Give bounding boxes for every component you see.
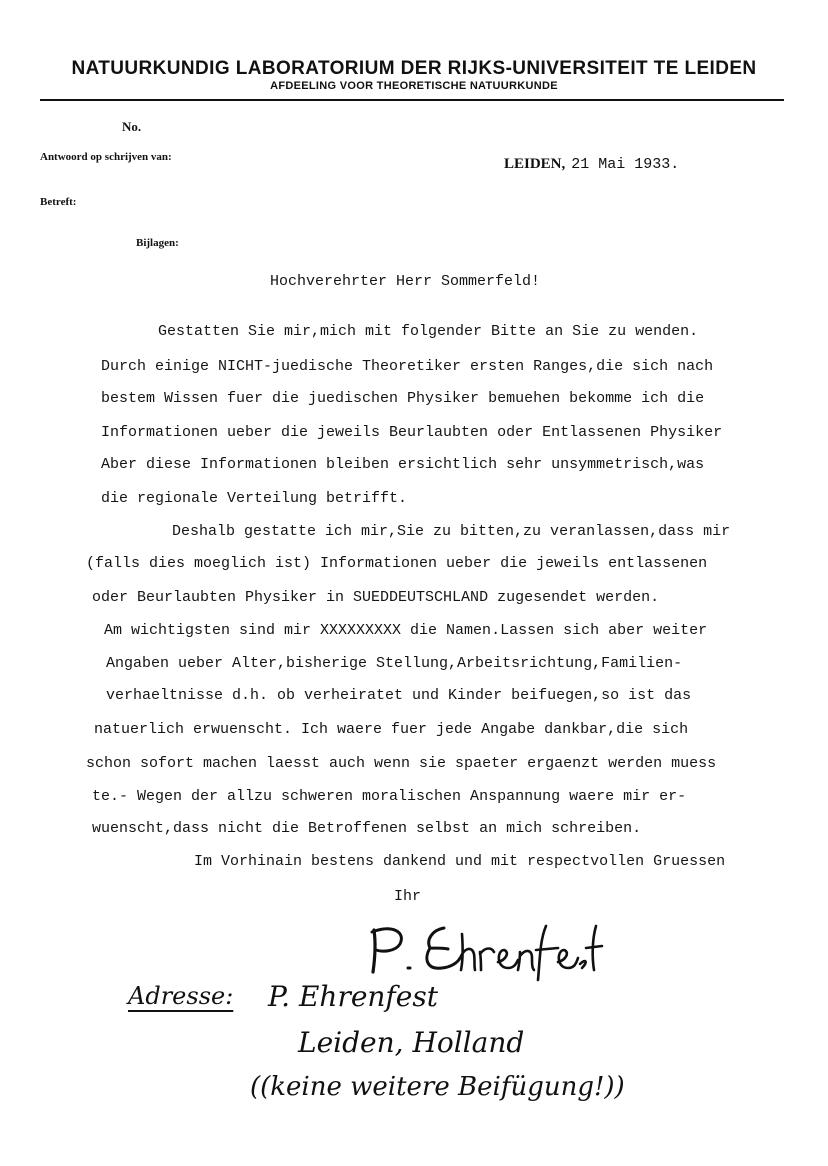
address-note: ((keine weitere Beifügung!)) bbox=[250, 1072, 625, 1102]
letterhead-rule bbox=[40, 99, 784, 101]
body-line: Angaben ueber Alter,bisherige Stellung,Arbeitsrichtung,Familien- bbox=[106, 655, 683, 672]
body-line: Informationen ueber die jeweils Beurlaubten oder Entlassenen Physiker bbox=[101, 424, 723, 441]
body-line: (falls dies moeglich ist) Informationen ueber die jeweils entlassenen bbox=[86, 555, 708, 572]
address-label: Adresse: bbox=[128, 982, 234, 1010]
body-line: Durch einige NICHT-juedische Theoretiker ersten Ranges,die sich nach bbox=[101, 358, 714, 375]
field-antwoord: Antwoord op schrijven van: bbox=[40, 151, 172, 163]
place-date bbox=[504, 156, 679, 173]
date: 21 Mai 1933. bbox=[571, 156, 680, 173]
body-line: wuenscht,dass nicht die Betroffenen selbst an mich schreiben. bbox=[92, 820, 642, 837]
field-no: No. bbox=[122, 119, 142, 134]
body-line: die regionale Verteilung betrifft. bbox=[101, 490, 408, 507]
handwritten-signature bbox=[360, 918, 600, 984]
address-name: P. Ehrenfest bbox=[268, 980, 438, 1013]
body-line: oder Beurlaubten Physiker in SUEDDEUTSCHLAND zugesendet werden. bbox=[92, 589, 660, 606]
body-line: Gestatten Sie mir,mich mit folgender Bitte an Sie zu wenden. bbox=[158, 323, 699, 340]
body-line: natuerlich erwuenscht. Ich waere fuer jede Angabe dankbar,die sich bbox=[94, 721, 689, 738]
body-line: schon sofort machen laesst auch wenn sie spaeter ergaenzt werden muess bbox=[86, 755, 717, 772]
field-betreft: Betreft: bbox=[40, 196, 77, 208]
body-line: Deshalb gestatte ich mir,Sie zu bitten,zu veranlassen,dass mir bbox=[172, 523, 731, 540]
letterhead-title: NATUURKUNDIG LABORATORIUM DER RIJKS-UNIVERSITEIT TE LEIDEN bbox=[71, 58, 757, 79]
body-line: te.- Wegen der allzu schweren moralischen Anspannung waere mir er- bbox=[92, 788, 687, 805]
address-city: Leiden, Holland bbox=[298, 1026, 525, 1059]
field-bijlagen: Bijlagen: bbox=[136, 237, 179, 249]
place: LEIDEN, bbox=[504, 156, 566, 172]
letterhead-subtitle: AFDEELING VOOR THEORETISCHE NATUURKUNDE bbox=[270, 80, 558, 92]
body-line: verhaeltnisse d.h. ob verheiratet und Kinder beifuegen,so ist das bbox=[106, 687, 692, 704]
body-line: Am wichtigsten sind mir XXXXXXXXX die Namen.Lassen sich aber weiter bbox=[104, 622, 708, 639]
salutation: Hochverehrter Herr Sommerfeld! bbox=[270, 273, 541, 290]
closing: Ihr bbox=[394, 888, 422, 905]
body-line: bestem Wissen fuer die juedischen Physiker bemuehen bekomme ich die bbox=[101, 390, 705, 407]
body-line: Aber diese Informationen bleiben ersichtlich sehr unsymmetrisch,was bbox=[101, 456, 705, 473]
body-line: Im Vorhinain bestens dankend und mit respectvollen Gruessen bbox=[194, 853, 726, 870]
